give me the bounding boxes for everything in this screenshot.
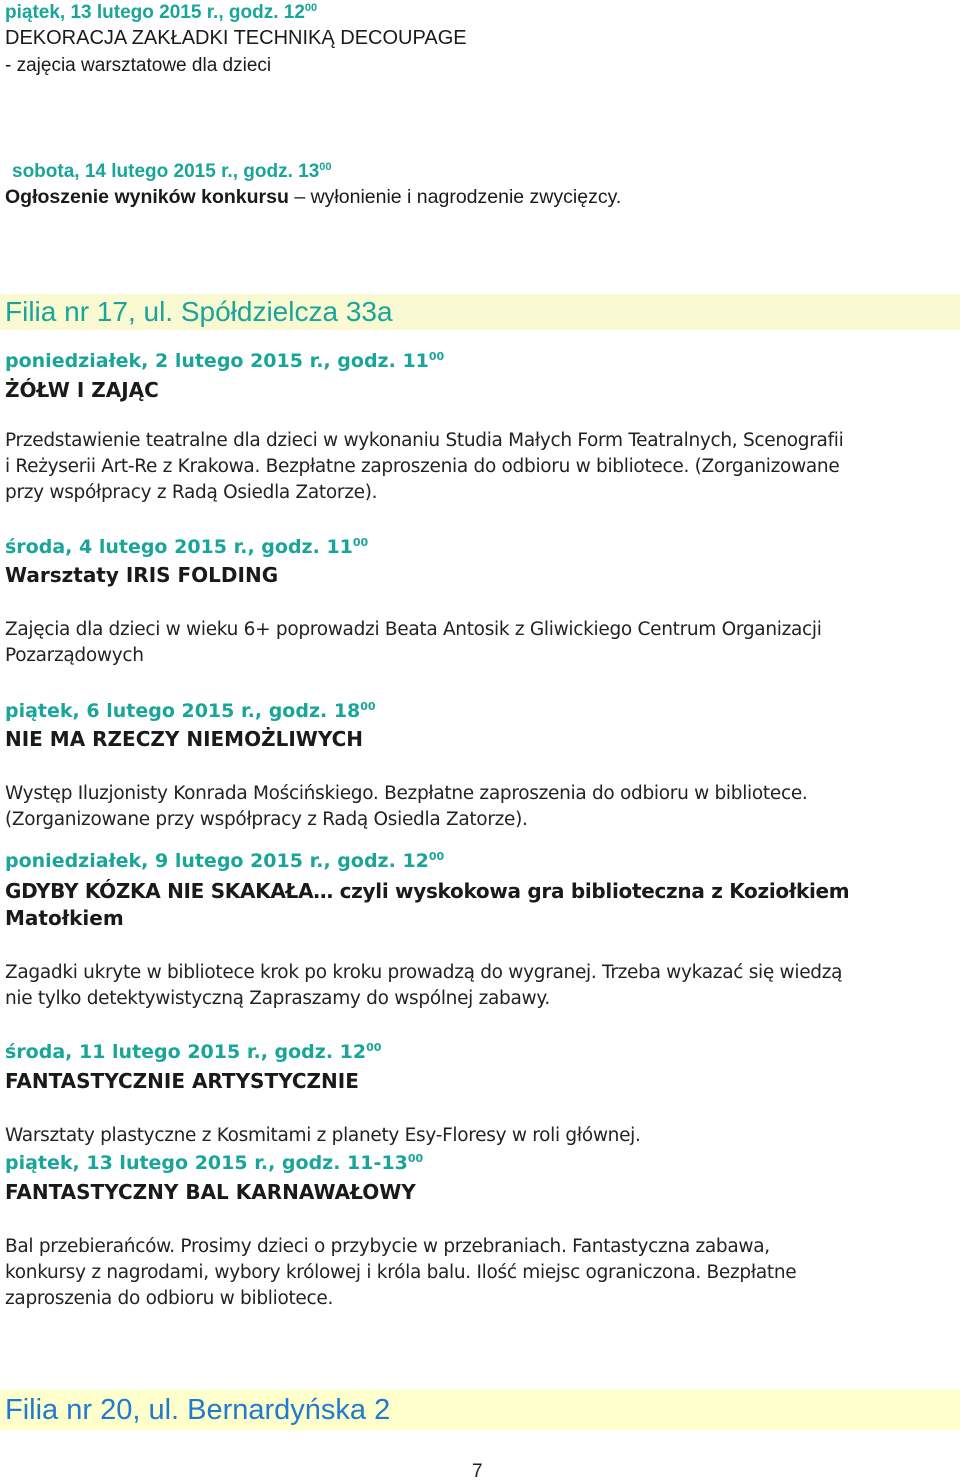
event-description-line: Występ Iluzjonisty Konrada Mościńskiego. Bezpłatne zaproszenia do odbioru w bibliotece. <box>5 783 808 804</box>
branch-heading: Filia nr 20, ul. Bernardyńska 2 <box>0 1390 960 1430</box>
event-description-line: przy współpracy z Radą Osiedla Zatorze). <box>5 482 378 503</box>
event-description-line: nie tylko detektywistyczną Zapraszamy do wspólnej zabawy. <box>5 988 550 1009</box>
event-title: NIE MA RZECZY NIEMOŻLIWYCH <box>5 727 364 751</box>
event-title-bold: Ogłoszenie wyników konkursu <box>5 186 289 208</box>
event-description-line: Zagadki ukryte w bibliotece krok po kroku prowadzą do wygranej. Trzeba wykazać się wiedzą <box>5 962 843 983</box>
event-date: poniedziałek, 9 lutego 2015 r., godz. $12^{00}$ <box>5 850 445 872</box>
event-date: sobota, 14 lutego 2015 r., godz. $13^{00}$ <box>12 161 332 182</box>
event-date: środa, 11 lutego 2015 r., godz. $12^{00}$ <box>5 1041 382 1063</box>
event-title: FANTASTYCZNIE ARTYSTYCZNIE <box>5 1069 359 1093</box>
event-title: ŻÓŁW I ZAJĄC <box>5 378 159 402</box>
event-description-line: Pozarządowych <box>5 645 144 666</box>
event-description: - zajęcia warsztatowe dla dzieci <box>5 55 272 76</box>
event-description-line: (Zorganizowane przy współpracy z Radą Osiedla Zatorze). <box>5 809 528 830</box>
event-title: Warsztaty IRIS FOLDING <box>5 563 279 587</box>
branch-heading: Filia nr 17, ul. Spółdzielcza 33a <box>0 294 960 330</box>
event-date: poniedziałek, 2 lutego 2015 r., godz. $11^{00}$ <box>5 350 445 372</box>
event-title: GDYBY KÓZKA NIE SKAKAŁA… czyli wyskokowa gra biblioteczna z Koziołkiem <box>5 879 850 903</box>
event-description-line: Bal przebierańców. Prosimy dzieci o przybycie w przebraniach. Fantastyczna zabawa, <box>5 1236 770 1257</box>
event-title: FANTASTYCZNY BAL KARNAWAŁOWY <box>5 1180 416 1204</box>
event-title-continued: Matołkiem <box>5 906 124 930</box>
event-date: piątek, 6 lutego 2015 r., godz. $18^{00}$ <box>5 700 376 722</box>
event-date: piątek, 13 lutego 2015 r., godz. $11-13^{00}$ <box>5 1152 424 1174</box>
page-number: 7 <box>472 1461 483 1482</box>
event-description-line: zaproszenia do odbioru w bibliotece. <box>5 1288 334 1309</box>
event-title <box>5 186 621 209</box>
event-description-line: konkursy z nagrodami, wybory królowej i króla balu. Ilość miejsc ograniczona. Bezpłatne <box>5 1262 797 1283</box>
event-description-line: i Reżyserii Art-Re z Krakowa. Bezpłatne zaproszenia do odbioru w bibliotece. (Zorganizowane <box>5 456 840 477</box>
event-date: piątek, 13 lutego 2015 r., godz. $12^{00}$ <box>5 2 318 23</box>
event-description-line: Warsztaty plastyczne z Kosmitami z planety Esy-Floresy w roli głównej. <box>5 1125 641 1146</box>
event-title: DEKORACJA ZAKŁADKI TECHNIKĄ DECOUPAGE <box>5 27 467 49</box>
event-description-line: Zajęcia dla dzieci w wieku 6+ poprowadzi Beata Antosik z Gliwickiego Centrum Organizacji <box>5 619 822 640</box>
event-title-rest: – wyłonienie i nagrodzenie zwycięzcy. <box>288 186 622 208</box>
event-description-line: Przedstawienie teatralne dla dzieci w wykonaniu Studia Małych Form Teatralnych, Scenografii <box>5 430 844 451</box>
event-date: środa, 4 lutego 2015 r., godz. $11^{00}$ <box>5 536 369 558</box>
